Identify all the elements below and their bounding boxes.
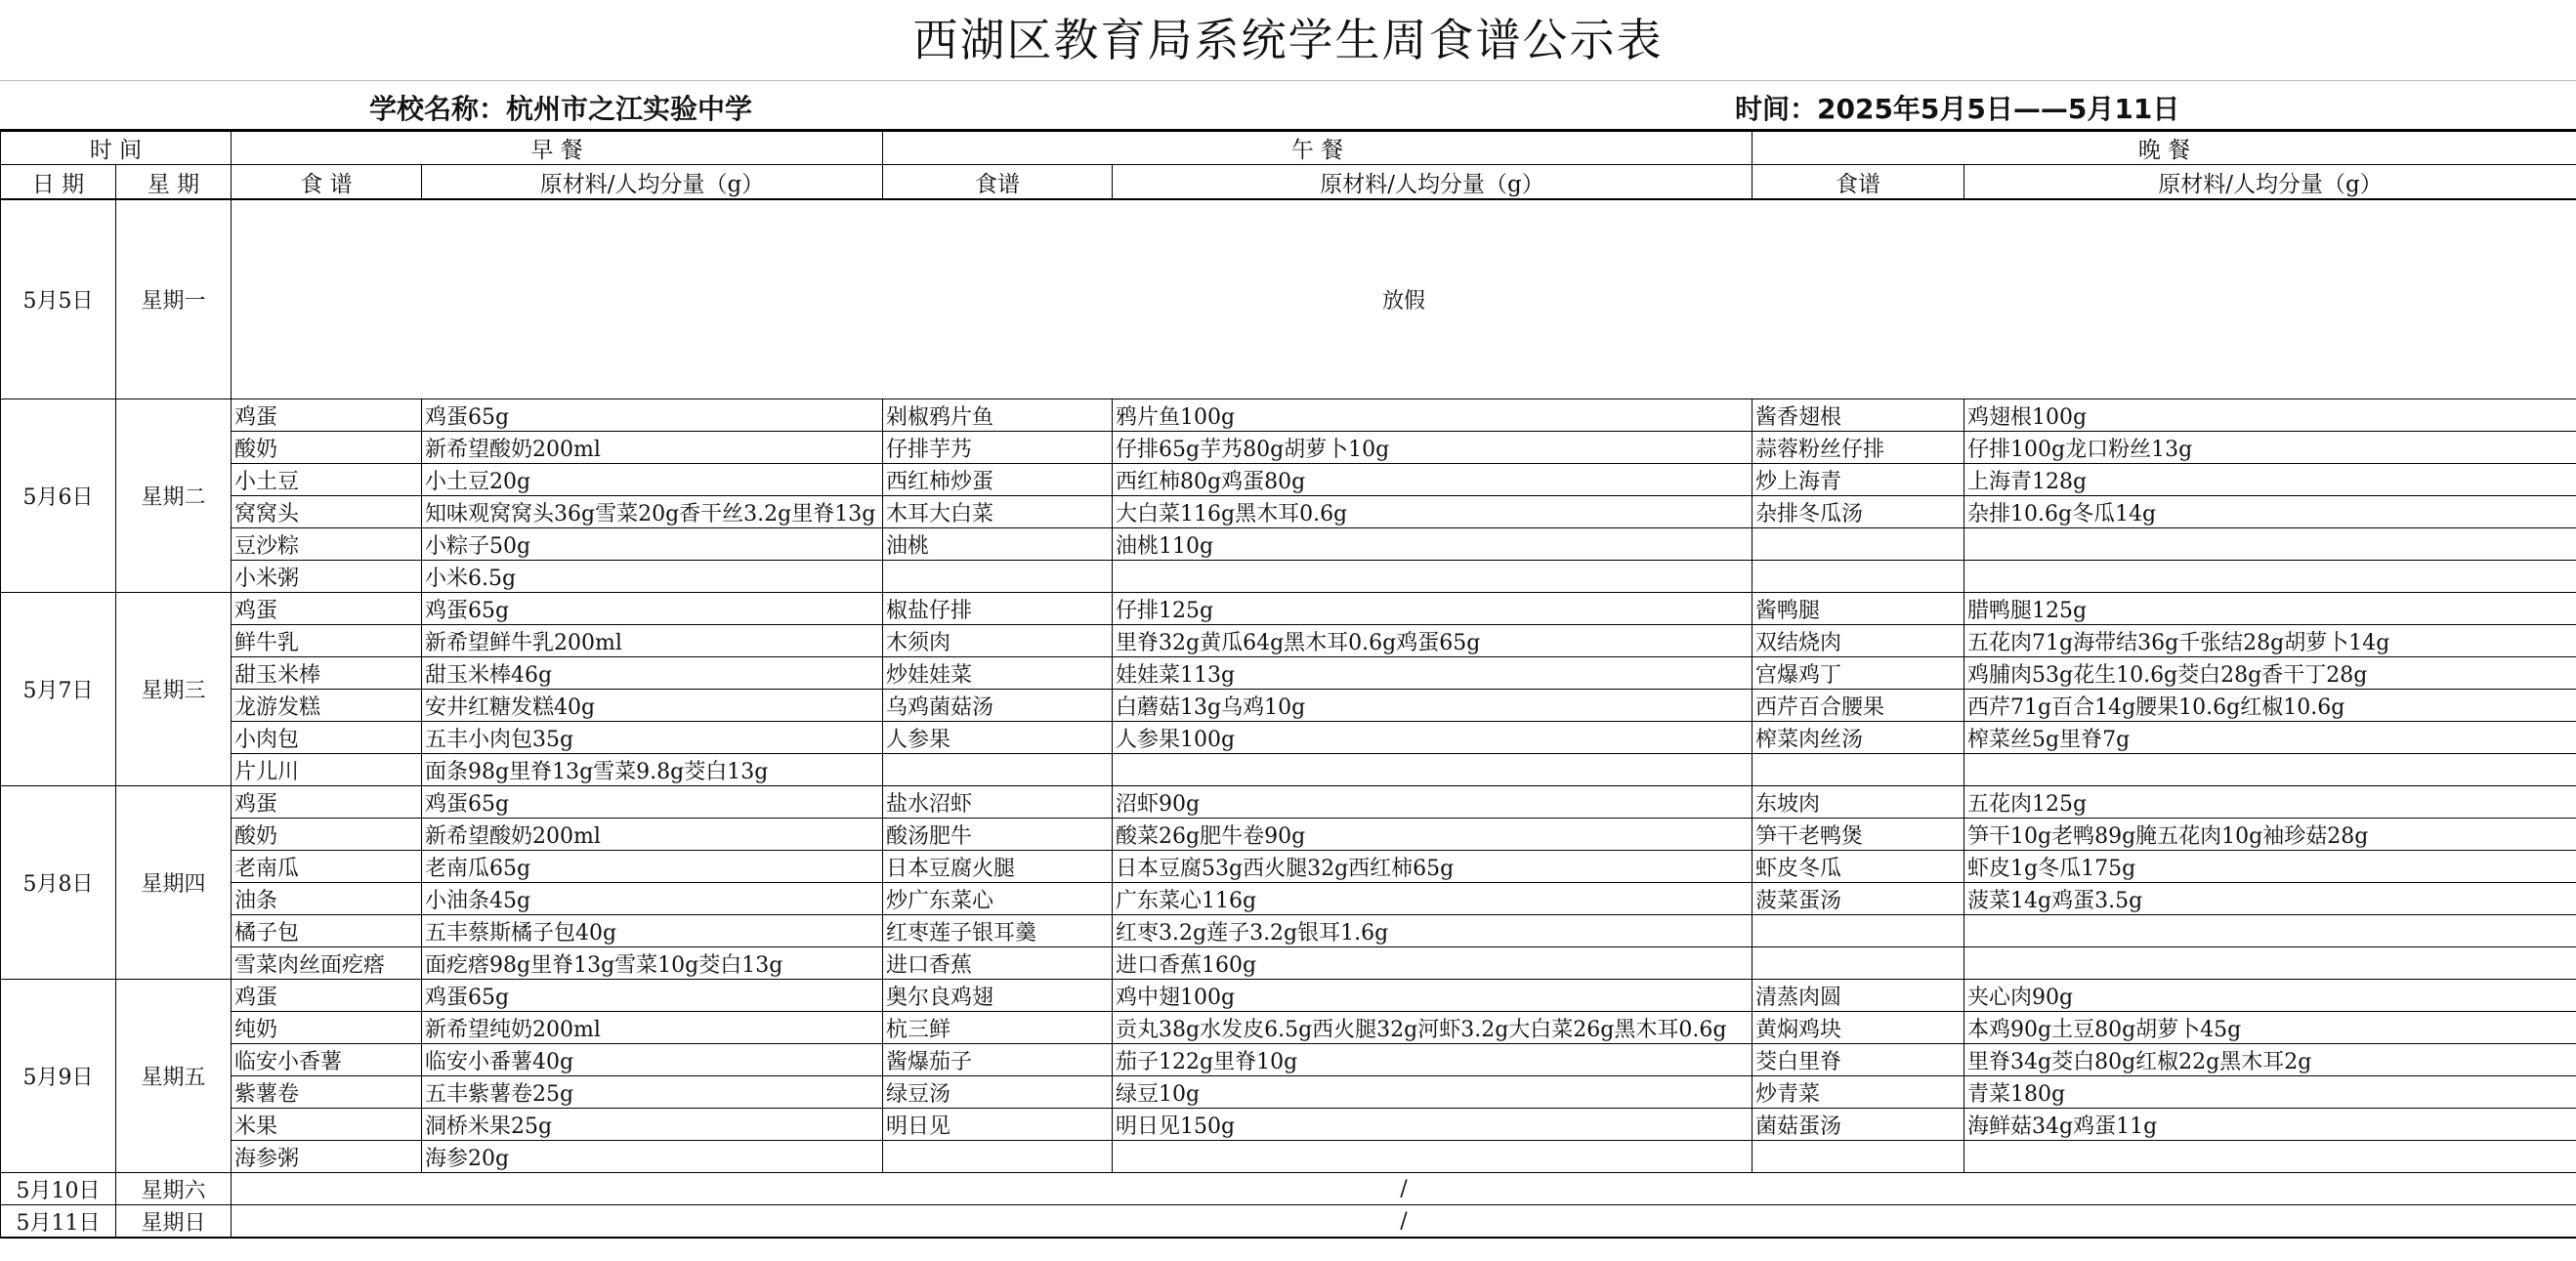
meal-row [1,561,2576,593]
meal-row [1,1109,2576,1141]
lunch-ingredients-cell: 油桃110g [1113,528,1753,561]
meal-row [1,657,2576,690]
menu-table [0,129,2576,1239]
dinner-ingredients-cell [1964,561,2576,593]
dinner-ingredients-cell: 本鸡90g土豆80g胡萝卜45g [1964,1012,2576,1044]
weekday-cell: 星期日 [116,1205,232,1239]
meal-row [1,464,2576,496]
breakfast-dish-cell: 橘子包 [232,915,422,947]
lunch-ingredients-cell [1113,1141,1753,1173]
dinner-dish-cell: 东坡肉 [1753,786,1964,819]
header-ingredients-breakfast: 原材料/人均分量（g） [422,165,883,200]
dinner-ingredients-cell: 上海青128g [1964,464,2576,496]
breakfast-ingredients-cell: 鸡蛋65g [422,399,883,432]
breakfast-ingredients-cell: 小粽子50g [422,528,883,561]
breakfast-dish-cell: 临安小香薯 [232,1044,422,1076]
breakfast-ingredients-cell: 新希望鲜牛乳200ml [422,625,883,657]
dinner-dish-cell: 清蒸肉圆 [1753,980,1964,1012]
breakfast-dish-cell: 鸡蛋 [232,399,422,432]
dinner-dish-cell: 菌菇蛋汤 [1753,1109,1964,1141]
header-dinner: 晚 餐 [1753,131,2576,165]
dinner-dish-cell [1753,947,1964,980]
lunch-ingredients-cell: 白蘑菇13g乌鸡10g [1113,690,1753,722]
dinner-ingredients-cell: 仔排100g龙口粉丝13g [1964,432,2576,464]
lunch-ingredients-cell [1113,754,1753,786]
meal-row [1,819,2576,851]
breakfast-dish-cell: 甜玉米棒 [232,657,422,690]
lunch-dish-cell [883,1141,1113,1173]
lunch-ingredients-cell: 西红柿80g鸡蛋80g [1113,464,1753,496]
day-block-wed [1,593,2576,786]
dinner-dish-cell [1753,528,1964,561]
breakfast-dish-cell: 小肉包 [232,722,422,754]
meal-row [1,1141,2576,1173]
dinner-ingredients-cell: 五花肉71g海带结36g千张结28g胡萝卜14g [1964,625,2576,657]
breakfast-dish-cell: 雪菜肉丝面疙瘩 [232,947,422,980]
breakfast-ingredients-cell: 甜玉米棒46g [422,657,883,690]
meal-row [1,851,2576,883]
dinner-ingredients-cell: 鸡脯肉53g花生10.6g茭白28g香干丁28g [1964,657,2576,690]
lunch-dish-cell: 炒娃娃菜 [883,657,1113,690]
dinner-dish-cell: 蒜蓉粉丝仔排 [1753,432,1964,464]
breakfast-dish-cell: 紫薯卷 [232,1076,422,1109]
dinner-dish-cell: 炒上海青 [1753,464,1964,496]
header-dish-lunch: 食谱 [883,165,1113,200]
lunch-dish-cell: 仔排芋艿 [883,432,1113,464]
meal-row [1,528,2576,561]
meal-row [1,786,2576,819]
lunch-dish-cell: 进口香蕉 [883,947,1113,980]
dinner-dish-cell: 酱鸭腿 [1753,593,1964,625]
meal-row [1,496,2576,528]
header-weekday: 星 期 [116,165,232,200]
weekday-cell: 星期二 [116,399,232,593]
dinner-ingredients-cell [1964,915,2576,947]
meal-row [1,432,2576,464]
weekday-cell: 星期六 [116,1173,232,1205]
header-breakfast: 早 餐 [232,131,883,165]
header-ingredients-dinner: 原材料/人均分量（g） [1964,165,2576,200]
dinner-dish-cell: 西芹百合腰果 [1753,690,1964,722]
date-cell: 5月6日 [1,399,116,593]
lunch-ingredients-cell: 大白菜116g黑木耳0.6g [1113,496,1753,528]
lunch-dish-cell: 奥尔良鸡翅 [883,980,1113,1012]
lunch-dish-cell [883,754,1113,786]
breakfast-ingredients-cell: 鸡蛋65g [422,593,883,625]
info-row [0,80,2576,129]
lunch-ingredients-cell: 明日见150g [1113,1109,1753,1141]
weekday-cell: 星期三 [116,593,232,786]
header-dish-dinner: 食谱 [1753,165,1964,200]
time-period: 时间：2025年5月5日——5月11日 [1735,93,2180,125]
dinner-ingredients-cell [1964,1141,2576,1173]
lunch-ingredients-cell: 红枣3.2g莲子3.2g银耳1.6g [1113,915,1753,947]
dinner-ingredients-cell: 杂排10.6g冬瓜14g [1964,496,2576,528]
lunch-dish-cell: 炒广东菜心 [883,883,1113,915]
day-row-sun [1,1205,2576,1239]
breakfast-dish-cell: 片儿川 [232,754,422,786]
lunch-ingredients-cell: 广东菜心116g [1113,883,1753,915]
dinner-ingredients-cell: 五花肉125g [1964,786,2576,819]
school-name: 学校名称：杭州市之江实验中学 [369,93,753,125]
breakfast-dish-cell: 鲜牛乳 [232,625,422,657]
date-cell: 5月8日 [1,786,116,980]
dinner-ingredients-cell: 西芹71g百合14g腰果10.6g红椒10.6g [1964,690,2576,722]
lunch-dish-cell: 明日见 [883,1109,1113,1141]
breakfast-dish-cell: 老南瓜 [232,851,422,883]
dinner-ingredients-cell: 菠菜14g鸡蛋3.5g [1964,883,2576,915]
lunch-dish-cell: 乌鸡菌菇汤 [883,690,1113,722]
lunch-dish-cell: 椒盐仔排 [883,593,1113,625]
breakfast-ingredients-cell: 老南瓜65g [422,851,883,883]
breakfast-ingredients-cell: 小油条45g [422,883,883,915]
breakfast-dish-cell: 鸡蛋 [232,980,422,1012]
meal-row [1,754,2576,786]
breakfast-ingredients-cell: 安井红糖发糕40g [422,690,883,722]
lunch-ingredients-cell [1113,561,1753,593]
dinner-dish-cell: 炒青菜 [1753,1076,1964,1109]
lunch-dish-cell: 日本豆腐火腿 [883,851,1113,883]
dinner-ingredients-cell [1964,528,2576,561]
breakfast-dish-cell: 小土豆 [232,464,422,496]
sheet-title: 西湖区教育局系统学生周食谱公示表 [0,0,2576,81]
breakfast-dish-cell: 小米粥 [232,561,422,593]
breakfast-ingredients-cell: 鸡蛋65g [422,980,883,1012]
lunch-dish-cell [883,561,1113,593]
day-row-mon [1,199,2576,399]
dinner-ingredients-cell: 里脊34g茭白80g红椒22g黑木耳2g [1964,1044,2576,1076]
breakfast-ingredients-cell: 临安小番薯40g [422,1044,883,1076]
dinner-dish-cell: 虾皮冬瓜 [1753,851,1964,883]
header-row-2 [1,165,2576,200]
dinner-ingredients-cell: 青菜180g [1964,1076,2576,1109]
dinner-ingredients-cell: 笋干10g老鸭89g腌五花肉10g袖珍菇28g [1964,819,2576,851]
breakfast-dish-cell: 豆沙粽 [232,528,422,561]
dinner-dish-cell [1753,561,1964,593]
dinner-ingredients-cell: 虾皮1g冬瓜175g [1964,851,2576,883]
breakfast-ingredients-cell: 新希望纯奶200ml [422,1012,883,1044]
breakfast-ingredients-cell: 五丰紫薯卷25g [422,1076,883,1109]
lunch-dish-cell: 西红柿炒蛋 [883,464,1113,496]
lunch-dish-cell: 人参果 [883,722,1113,754]
breakfast-dish-cell: 酸奶 [232,432,422,464]
lunch-ingredients-cell: 茄子122g里脊10g [1113,1044,1753,1076]
breakfast-ingredients-cell: 海参20g [422,1141,883,1173]
dinner-dish-cell [1753,915,1964,947]
lunch-ingredients-cell: 鸡中翅100g [1113,980,1753,1012]
lunch-ingredients-cell: 进口香蕉160g [1113,947,1753,980]
breakfast-ingredients-cell: 面条98g里脊13g雪菜9.8g茭白13g [422,754,883,786]
lunch-ingredients-cell: 人参果100g [1113,722,1753,754]
breakfast-ingredients-cell: 鸡蛋65g [422,786,883,819]
breakfast-ingredients-cell: 洞桥米果25g [422,1109,883,1141]
breakfast-dish-cell: 油条 [232,883,422,915]
weekday-cell: 星期五 [116,980,232,1173]
weekday-cell: 星期四 [116,786,232,980]
no-meal-note: / [232,1205,2576,1239]
dinner-ingredients-cell: 鸡翅根100g [1964,399,2576,432]
date-cell: 5月9日 [1,980,116,1173]
lunch-dish-cell: 木须肉 [883,625,1113,657]
header-dish-breakfast: 食 谱 [232,165,422,200]
lunch-dish-cell: 酸汤肥牛 [883,819,1113,851]
date-cell: 5月7日 [1,593,116,786]
dinner-ingredients-cell: 榨菜丝5g里脊7g [1964,722,2576,754]
breakfast-ingredients-cell: 知味观窝窝头36g雪菜20g香干丝3.2g里脊13g [422,496,883,528]
meal-row [1,947,2576,980]
lunch-ingredients-cell: 绿豆10g [1113,1076,1753,1109]
dinner-dish-cell: 菠菜蛋汤 [1753,883,1964,915]
no-meal-note: / [232,1173,2576,1205]
breakfast-ingredients-cell: 五丰小肉包35g [422,722,883,754]
breakfast-ingredients-cell: 小土豆20g [422,464,883,496]
date-cell: 5月10日 [1,1173,116,1205]
dinner-ingredients-cell: 海鲜菇34g鸡蛋11g [1964,1109,2576,1141]
meal-row [1,1076,2576,1109]
holiday-note: 放假 [232,199,2576,399]
weekday-cell: 星期一 [116,199,232,399]
meal-row [1,915,2576,947]
dinner-dish-cell: 笋干老鸭煲 [1753,819,1964,851]
day-block-thu [1,786,2576,980]
meal-row [1,399,2576,432]
meal-row [1,722,2576,754]
breakfast-dish-cell: 米果 [232,1109,422,1141]
lunch-ingredients-cell: 贡丸38g水发皮6.5g西火腿32g河虾3.2g大白菜26g黑木耳0.6g [1113,1012,1753,1044]
lunch-ingredients-cell: 酸菜26g肥牛卷90g [1113,819,1753,851]
dinner-dish-cell: 茭白里脊 [1753,1044,1964,1076]
day-block-fri [1,980,2576,1173]
day-block-tue [1,399,2576,593]
breakfast-dish-cell: 纯奶 [232,1012,422,1044]
lunch-ingredients-cell: 日本豆腐53g西火腿32g西红柿65g [1113,851,1753,883]
lunch-ingredients-cell: 里脊32g黄瓜64g黑木耳0.6g鸡蛋65g [1113,625,1753,657]
dinner-dish-cell: 酱香翅根 [1753,399,1964,432]
breakfast-ingredients-cell: 五丰蔡斯橘子包40g [422,915,883,947]
lunch-ingredients-cell: 娃娃菜113g [1113,657,1753,690]
lunch-dish-cell: 剁椒鸦片鱼 [883,399,1113,432]
breakfast-ingredients-cell: 新希望酸奶200ml [422,819,883,851]
lunch-dish-cell: 盐水沼虾 [883,786,1113,819]
dinner-ingredients-cell [1964,754,2576,786]
breakfast-dish-cell: 鸡蛋 [232,786,422,819]
dinner-ingredients-cell: 夹心肉90g [1964,980,2576,1012]
header-lunch: 午 餐 [883,131,1753,165]
meal-row [1,883,2576,915]
breakfast-dish-cell: 窝窝头 [232,496,422,528]
lunch-dish-cell: 杭三鲜 [883,1012,1113,1044]
dinner-dish-cell [1753,1141,1964,1173]
lunch-dish-cell: 木耳大白菜 [883,496,1113,528]
breakfast-dish-cell: 海参粥 [232,1141,422,1173]
header-date: 日 期 [1,165,116,200]
day-row-sat [1,1173,2576,1205]
lunch-dish-cell: 油桃 [883,528,1113,561]
header-time: 时 间 [1,131,232,165]
lunch-dish-cell: 绿豆汤 [883,1076,1113,1109]
meal-row [1,625,2576,657]
dinner-dish-cell: 双结烧肉 [1753,625,1964,657]
dinner-ingredients-cell: 腊鸭腿125g [1964,593,2576,625]
meal-row [1,690,2576,722]
lunch-dish-cell: 酱爆茄子 [883,1044,1113,1076]
meal-row [1,1012,2576,1044]
breakfast-ingredients-cell: 面疙瘩98g里脊13g雪菜10g茭白13g [422,947,883,980]
breakfast-dish-cell: 酸奶 [232,819,422,851]
breakfast-ingredients-cell: 小米6.5g [422,561,883,593]
dinner-dish-cell: 宫爆鸡丁 [1753,657,1964,690]
meal-row [1,593,2576,625]
lunch-ingredients-cell: 沼虾90g [1113,786,1753,819]
meal-row [1,1044,2576,1076]
lunch-ingredients-cell: 鸦片鱼100g [1113,399,1753,432]
breakfast-dish-cell: 龙游发糕 [232,690,422,722]
dinner-dish-cell: 黄焖鸡块 [1753,1012,1964,1044]
lunch-ingredients-cell: 仔排65g芋艿80g胡萝卜10g [1113,432,1753,464]
breakfast-ingredients-cell: 新希望酸奶200ml [422,432,883,464]
meal-row [1,980,2576,1012]
lunch-ingredients-cell: 仔排125g [1113,593,1753,625]
dinner-ingredients-cell [1964,947,2576,980]
date-cell: 5月11日 [1,1205,116,1239]
lunch-dish-cell: 红枣莲子银耳羹 [883,915,1113,947]
header-ingredients-lunch: 原材料/人均分量（g） [1113,165,1753,200]
breakfast-dish-cell: 鸡蛋 [232,593,422,625]
dinner-dish-cell: 杂排冬瓜汤 [1753,496,1964,528]
header-row-1 [1,131,2576,165]
dinner-dish-cell [1753,754,1964,786]
date-cell: 5月5日 [1,199,116,399]
dinner-dish-cell: 榨菜肉丝汤 [1753,722,1964,754]
